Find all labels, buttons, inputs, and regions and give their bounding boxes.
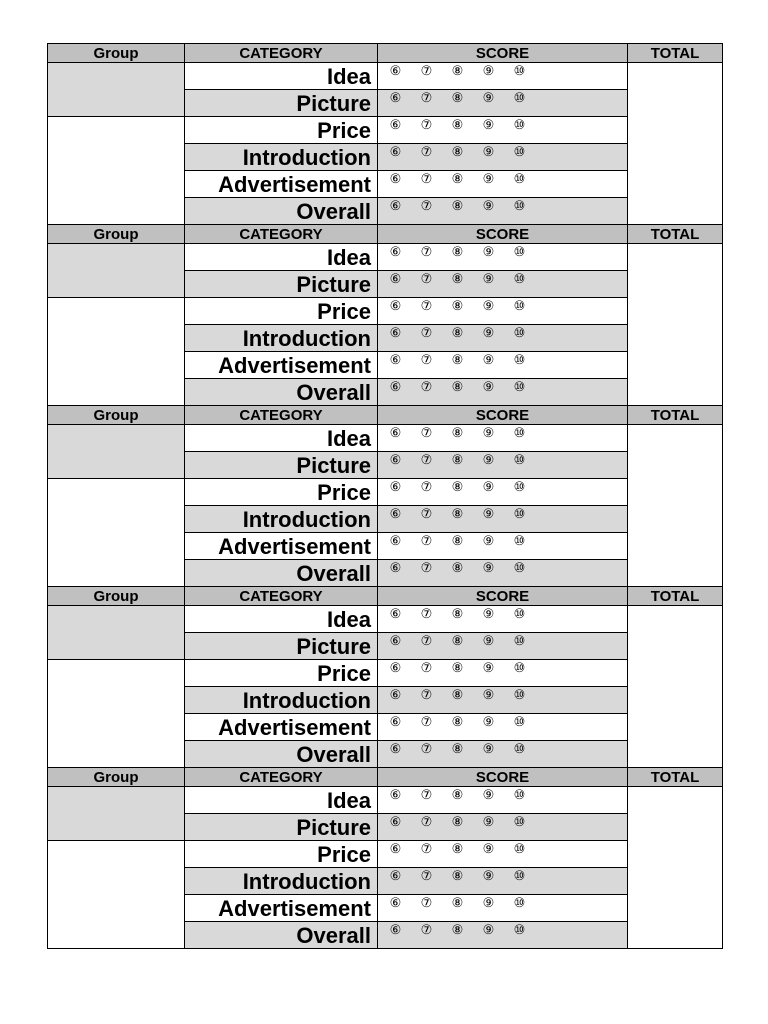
category-label: Picture — [185, 814, 378, 841]
score-option[interactable]: ⑧ — [451, 479, 464, 494]
group-members-cell[interactable] — [48, 660, 185, 768]
score-option[interactable]: ⑩ — [513, 814, 526, 829]
score-options — [378, 90, 628, 117]
score-option[interactable]: ⑥ — [389, 298, 402, 313]
score-option[interactable]: ⑥ — [389, 660, 402, 675]
score-option[interactable]: ⑨ — [482, 533, 495, 548]
score-option[interactable]: ⑥ — [389, 922, 402, 937]
group-name-cell[interactable] — [48, 63, 185, 117]
score-options — [378, 352, 628, 379]
score-options — [378, 298, 628, 325]
score-option[interactable]: ⑩ — [513, 198, 526, 213]
score-option[interactable]: ⑩ — [513, 741, 526, 756]
score-option[interactable]: ⑧ — [451, 90, 464, 105]
total-header: TOTAL — [628, 44, 723, 63]
score-options — [378, 787, 628, 814]
score-option[interactable]: ⑧ — [451, 687, 464, 702]
score-option[interactable]: ⑩ — [513, 244, 526, 259]
score-option[interactable]: ⑩ — [513, 606, 526, 621]
category-label: Overall — [185, 379, 378, 406]
score-option[interactable]: ⑦ — [420, 741, 433, 756]
block-header-row — [48, 768, 723, 787]
score-option[interactable]: ⑩ — [513, 660, 526, 675]
category-label: Idea — [185, 425, 378, 452]
category-label: Overall — [185, 741, 378, 768]
score-option[interactable]: ⑨ — [482, 244, 495, 259]
score-options — [378, 117, 628, 144]
score-options — [378, 479, 628, 506]
group-name-cell[interactable] — [48, 244, 185, 298]
category-label: Price — [185, 117, 378, 144]
score-option[interactable]: ⑩ — [513, 379, 526, 394]
score-options — [378, 533, 628, 560]
category-label: Advertisement — [185, 171, 378, 198]
score-option[interactable]: ⑥ — [389, 352, 402, 367]
score-option[interactable]: ⑨ — [482, 325, 495, 340]
category-label: Price — [185, 479, 378, 506]
score-option[interactable]: ⑨ — [482, 298, 495, 313]
score-header: SCORE — [378, 406, 628, 425]
score-options — [378, 895, 628, 922]
score-option[interactable]: ⑩ — [513, 452, 526, 467]
score-option[interactable]: ⑥ — [389, 425, 402, 440]
score-option[interactable]: ⑧ — [451, 868, 464, 883]
category-row — [48, 479, 723, 506]
score-options — [378, 922, 628, 949]
score-option[interactable]: ⑧ — [451, 660, 464, 675]
score-option[interactable]: ⑧ — [451, 425, 464, 440]
score-options — [378, 714, 628, 741]
category-label: Overall — [185, 922, 378, 949]
total-header: TOTAL — [628, 587, 723, 606]
score-options — [378, 633, 628, 660]
score-option[interactable]: ⑧ — [451, 560, 464, 575]
score-option[interactable]: ⑩ — [513, 425, 526, 440]
score-option[interactable]: ⑥ — [389, 171, 402, 186]
score-option[interactable]: ⑥ — [389, 687, 402, 702]
score-option[interactable]: ⑨ — [482, 895, 495, 910]
group-header: Group — [48, 768, 185, 787]
score-option[interactable]: ⑦ — [420, 868, 433, 883]
group-name-cell[interactable] — [48, 606, 185, 660]
score-option[interactable]: ⑨ — [482, 171, 495, 186]
score-option[interactable]: ⑦ — [420, 271, 433, 286]
score-option[interactable]: ⑩ — [513, 90, 526, 105]
category-label: Advertisement — [185, 895, 378, 922]
score-option[interactable]: ⑩ — [513, 633, 526, 648]
score-options — [378, 144, 628, 171]
category-label: Price — [185, 298, 378, 325]
score-option[interactable]: ⑩ — [513, 533, 526, 548]
score-option[interactable]: ⑧ — [451, 633, 464, 648]
score-option[interactable]: ⑨ — [482, 687, 495, 702]
score-option[interactable]: ⑦ — [420, 479, 433, 494]
category-header: CATEGORY — [185, 44, 378, 63]
score-options — [378, 560, 628, 587]
score-option[interactable]: ⑨ — [482, 714, 495, 729]
score-option[interactable]: ⑨ — [482, 271, 495, 286]
total-cell[interactable] — [628, 244, 723, 406]
score-option[interactable]: ⑨ — [482, 741, 495, 756]
score-option[interactable]: ⑨ — [482, 425, 495, 440]
score-option[interactable]: ⑦ — [420, 787, 433, 802]
score-option[interactable]: ⑨ — [482, 90, 495, 105]
score-options — [378, 244, 628, 271]
score-option[interactable]: ⑦ — [420, 298, 433, 313]
score-options — [378, 425, 628, 452]
score-option[interactable]: ⑦ — [420, 660, 433, 675]
category-label: Advertisement — [185, 714, 378, 741]
score-options — [378, 325, 628, 352]
score-option[interactable]: ⑦ — [420, 533, 433, 548]
total-header: TOTAL — [628, 225, 723, 244]
category-header: CATEGORY — [185, 225, 378, 244]
score-option[interactable]: ⑨ — [482, 841, 495, 856]
score-option[interactable]: ⑨ — [482, 660, 495, 675]
category-row — [48, 660, 723, 687]
score-option[interactable]: ⑧ — [451, 198, 464, 213]
score-option[interactable]: ⑩ — [513, 298, 526, 313]
category-row — [48, 606, 723, 633]
score-header: SCORE — [378, 44, 628, 63]
score-options — [378, 63, 628, 90]
score-option[interactable]: ⑩ — [513, 895, 526, 910]
category-header: CATEGORY — [185, 768, 378, 787]
score-option[interactable]: ⑨ — [482, 452, 495, 467]
score-option[interactable]: ⑥ — [389, 741, 402, 756]
score-option[interactable]: ⑩ — [513, 787, 526, 802]
score-header: SCORE — [378, 768, 628, 787]
score-option[interactable]: ⑦ — [420, 922, 433, 937]
score-option[interactable]: ⑩ — [513, 922, 526, 937]
score-option[interactable]: ⑥ — [389, 714, 402, 729]
score-option[interactable]: ⑦ — [420, 687, 433, 702]
score-option[interactable]: ⑧ — [451, 63, 464, 78]
score-option[interactable]: ⑦ — [420, 606, 433, 621]
score-option[interactable]: ⑦ — [420, 244, 433, 259]
category-label: Picture — [185, 633, 378, 660]
score-option[interactable]: ⑦ — [420, 379, 433, 394]
category-label: Introduction — [185, 144, 378, 171]
group-members-cell[interactable] — [48, 298, 185, 406]
score-option[interactable]: ⑥ — [389, 244, 402, 259]
score-option[interactable]: ⑥ — [389, 814, 402, 829]
category-label: Price — [185, 660, 378, 687]
score-option[interactable]: ⑦ — [420, 814, 433, 829]
score-option[interactable]: ⑨ — [482, 868, 495, 883]
score-option[interactable]: ⑧ — [451, 352, 464, 367]
score-options — [378, 379, 628, 406]
total-cell[interactable] — [628, 63, 723, 225]
score-options — [378, 606, 628, 633]
score-option[interactable]: ⑥ — [389, 144, 402, 159]
score-options — [378, 868, 628, 895]
category-label: Introduction — [185, 868, 378, 895]
category-label: Price — [185, 841, 378, 868]
score-option[interactable]: ⑨ — [482, 506, 495, 521]
total-cell[interactable] — [628, 425, 723, 587]
score-option[interactable]: ⑩ — [513, 479, 526, 494]
score-option[interactable]: ⑦ — [420, 452, 433, 467]
score-option[interactable]: ⑥ — [389, 198, 402, 213]
score-option[interactable]: ⑦ — [420, 144, 433, 159]
score-option[interactable]: ⑨ — [482, 144, 495, 159]
score-option[interactable]: ⑥ — [389, 479, 402, 494]
group-members-cell[interactable] — [48, 841, 185, 949]
category-label: Advertisement — [185, 533, 378, 560]
score-option[interactable]: ⑩ — [513, 144, 526, 159]
category-label: Idea — [185, 787, 378, 814]
score-option[interactable]: ⑩ — [513, 841, 526, 856]
score-option[interactable]: ⑩ — [513, 325, 526, 340]
score-option[interactable]: ⑥ — [389, 271, 402, 286]
score-option[interactable]: ⑩ — [513, 352, 526, 367]
category-label: Advertisement — [185, 352, 378, 379]
category-label: Picture — [185, 90, 378, 117]
score-option[interactable]: ⑥ — [389, 841, 402, 856]
score-option[interactable]: ⑧ — [451, 841, 464, 856]
score-header: SCORE — [378, 587, 628, 606]
score-option[interactable]: ⑥ — [389, 868, 402, 883]
score-option[interactable]: ⑩ — [513, 271, 526, 286]
block-header-row — [48, 44, 723, 63]
score-option[interactable]: ⑨ — [482, 117, 495, 132]
score-option[interactable]: ⑨ — [482, 379, 495, 394]
score-option[interactable]: ⑥ — [389, 506, 402, 521]
score-option[interactable]: ⑨ — [482, 922, 495, 937]
score-option[interactable]: ⑦ — [420, 633, 433, 648]
scoring-sheet — [47, 43, 723, 949]
score-options — [378, 841, 628, 868]
score-option[interactable]: ⑥ — [389, 533, 402, 548]
total-cell[interactable] — [628, 606, 723, 768]
score-option[interactable]: ⑧ — [451, 298, 464, 313]
score-option[interactable]: ⑦ — [420, 117, 433, 132]
score-option[interactable]: ⑥ — [389, 379, 402, 394]
category-label: Picture — [185, 271, 378, 298]
score-option[interactable]: ⑦ — [420, 841, 433, 856]
score-option[interactable]: ⑥ — [389, 90, 402, 105]
score-option[interactable]: ⑧ — [451, 379, 464, 394]
score-option[interactable]: ⑥ — [389, 63, 402, 78]
block-header-row — [48, 406, 723, 425]
group-name-cell[interactable] — [48, 787, 185, 841]
score-option[interactable]: ⑩ — [513, 506, 526, 521]
score-option[interactable]: ⑥ — [389, 560, 402, 575]
score-options — [378, 687, 628, 714]
category-label: Overall — [185, 560, 378, 587]
category-header: CATEGORY — [185, 406, 378, 425]
score-option[interactable]: ⑨ — [482, 814, 495, 829]
block-header-row — [48, 225, 723, 244]
score-header: SCORE — [378, 225, 628, 244]
category-label: Introduction — [185, 506, 378, 533]
score-option[interactable]: ⑨ — [482, 560, 495, 575]
score-options — [378, 452, 628, 479]
category-row — [48, 841, 723, 868]
total-cell[interactable] — [628, 787, 723, 949]
score-option[interactable]: ⑥ — [389, 117, 402, 132]
group-header: Group — [48, 587, 185, 606]
score-option[interactable]: ⑩ — [513, 714, 526, 729]
score-option[interactable]: ⑥ — [389, 895, 402, 910]
group-members-cell[interactable] — [48, 117, 185, 225]
score-option[interactable]: ⑩ — [513, 560, 526, 575]
score-option[interactable]: ⑧ — [451, 741, 464, 756]
category-row — [48, 117, 723, 144]
category-label: Introduction — [185, 325, 378, 352]
score-option[interactable]: ⑧ — [451, 506, 464, 521]
group-header: Group — [48, 44, 185, 63]
score-option[interactable]: ⑦ — [420, 352, 433, 367]
score-option[interactable]: ⑧ — [451, 814, 464, 829]
score-option[interactable]: ⑧ — [451, 271, 464, 286]
score-option[interactable]: ⑧ — [451, 533, 464, 548]
total-header: TOTAL — [628, 406, 723, 425]
category-label: Picture — [185, 452, 378, 479]
score-option[interactable]: ⑨ — [482, 479, 495, 494]
score-options — [378, 814, 628, 841]
category-label: Introduction — [185, 687, 378, 714]
score-option[interactable]: ⑧ — [451, 171, 464, 186]
score-option[interactable]: ⑧ — [451, 895, 464, 910]
block-header-row — [48, 587, 723, 606]
category-row — [48, 298, 723, 325]
category-row — [48, 787, 723, 814]
scoring-sheet-body — [48, 44, 723, 949]
score-option[interactable]: ⑥ — [389, 606, 402, 621]
category-row — [48, 63, 723, 90]
score-options — [378, 660, 628, 687]
group-name-cell[interactable] — [48, 425, 185, 479]
category-label: Idea — [185, 606, 378, 633]
category-label: Overall — [185, 198, 378, 225]
score-option[interactable]: ⑥ — [389, 452, 402, 467]
score-option[interactable]: ⑦ — [420, 198, 433, 213]
score-option[interactable]: ⑧ — [451, 117, 464, 132]
score-option[interactable]: ⑦ — [420, 325, 433, 340]
group-header: Group — [48, 225, 185, 244]
score-option[interactable]: ⑦ — [420, 506, 433, 521]
category-row — [48, 425, 723, 452]
score-options — [378, 198, 628, 225]
score-option[interactable]: ⑩ — [513, 63, 526, 78]
category-label: Idea — [185, 244, 378, 271]
score-option[interactable]: ⑩ — [513, 868, 526, 883]
score-option[interactable]: ⑩ — [513, 117, 526, 132]
score-option[interactable]: ⑧ — [451, 144, 464, 159]
score-option[interactable]: ⑦ — [420, 171, 433, 186]
score-option[interactable]: ⑨ — [482, 787, 495, 802]
total-header: TOTAL — [628, 768, 723, 787]
score-option[interactable]: ⑩ — [513, 171, 526, 186]
score-option[interactable]: ⑦ — [420, 714, 433, 729]
group-header: Group — [48, 406, 185, 425]
score-options — [378, 271, 628, 298]
score-option[interactable]: ⑥ — [389, 325, 402, 340]
score-options — [378, 506, 628, 533]
score-option[interactable]: ⑨ — [482, 63, 495, 78]
score-option[interactable]: ⑦ — [420, 425, 433, 440]
category-row — [48, 244, 723, 271]
score-options — [378, 171, 628, 198]
group-members-cell[interactable] — [48, 479, 185, 587]
score-option[interactable]: ⑦ — [420, 63, 433, 78]
score-option[interactable]: ⑧ — [451, 325, 464, 340]
score-options — [378, 741, 628, 768]
score-option[interactable]: ⑩ — [513, 687, 526, 702]
category-label: Idea — [185, 63, 378, 90]
score-option[interactable]: ⑨ — [482, 352, 495, 367]
score-option[interactable]: ⑧ — [451, 244, 464, 259]
score-option[interactable]: ⑧ — [451, 922, 464, 937]
score-option[interactable]: ⑦ — [420, 560, 433, 575]
score-option[interactable]: ⑧ — [451, 606, 464, 621]
score-option[interactable]: ⑥ — [389, 633, 402, 648]
score-option[interactable]: ⑨ — [482, 198, 495, 213]
score-option[interactable]: ⑦ — [420, 895, 433, 910]
score-option[interactable]: ⑧ — [451, 714, 464, 729]
category-header: CATEGORY — [185, 587, 378, 606]
score-option[interactable]: ⑧ — [451, 787, 464, 802]
score-option[interactable]: ⑨ — [482, 606, 495, 621]
score-option[interactable]: ⑥ — [389, 787, 402, 802]
score-option[interactable]: ⑦ — [420, 90, 433, 105]
score-option[interactable]: ⑨ — [482, 633, 495, 648]
score-option[interactable]: ⑧ — [451, 452, 464, 467]
